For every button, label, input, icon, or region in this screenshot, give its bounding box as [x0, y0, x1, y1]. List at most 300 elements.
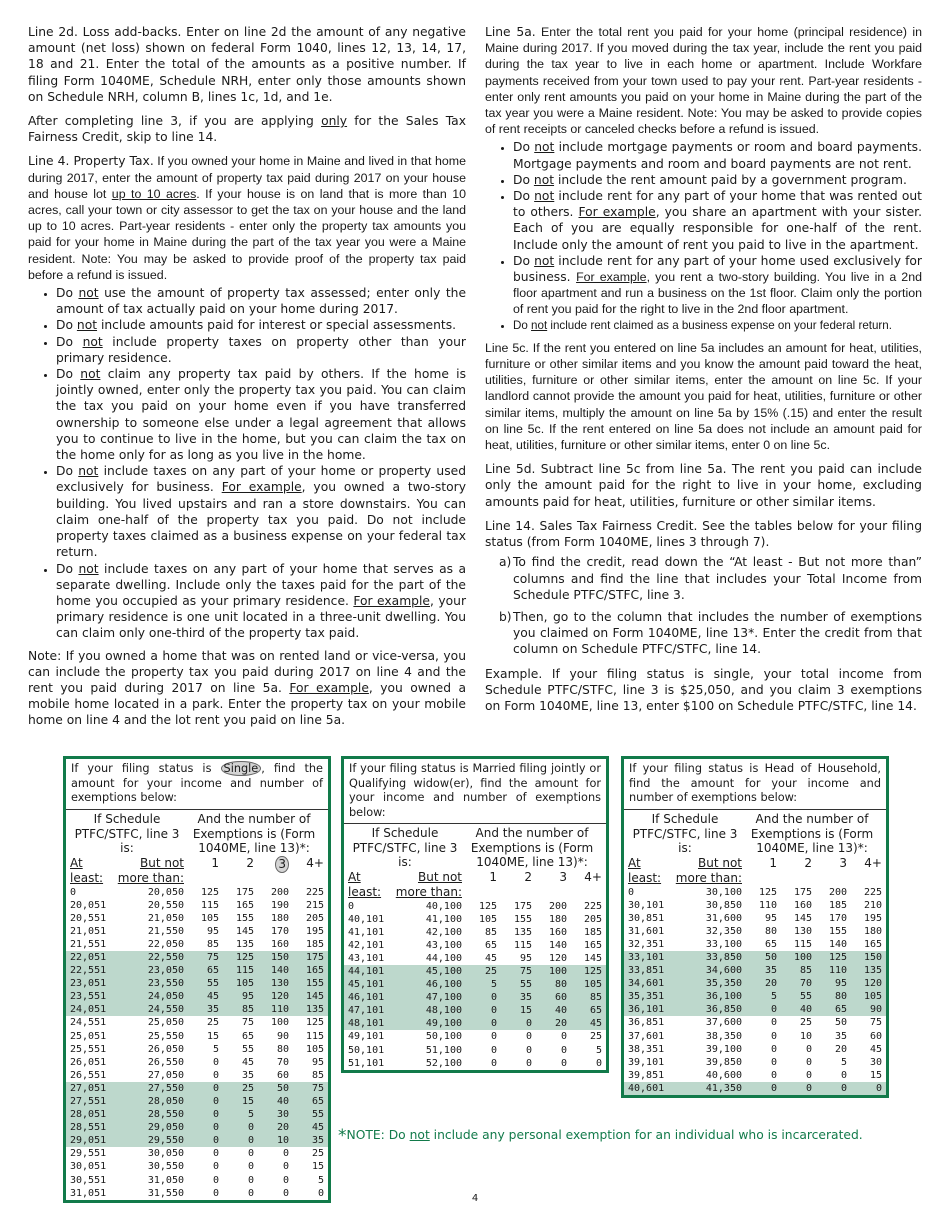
- column-header: [344, 824, 606, 870]
- list-item: [499, 554, 922, 603]
- exemption-1-cell: 80: [764, 925, 777, 937]
- not-more-cell: 50,100: [425, 1031, 462, 1043]
- table-row: [66, 1016, 328, 1029]
- not-more-cell: 45,100: [425, 965, 462, 977]
- exemption-4-cell: 60: [869, 1030, 882, 1042]
- emphasis: not: [78, 561, 99, 576]
- exemption-4-cell: 75: [869, 1017, 882, 1029]
- table-row: [624, 938, 886, 951]
- exemption-2-cell: 0: [247, 1122, 254, 1134]
- emphasis: up to 10 acres: [111, 186, 197, 201]
- table-row: [344, 1044, 606, 1057]
- line-5a-heading: Line 5a.: [485, 25, 536, 39]
- text: , you owned a two-story building. You lived upstairs and ran a store downstairs. You can claim one-half of the property tax you paid. Do not include property taxes claimed as a business expense on your federal tax return.: [56, 480, 466, 560]
- exemption-1-cell: 0: [490, 1057, 497, 1069]
- at-least-label: At least:: [348, 869, 382, 899]
- not-more-cell: 51,100: [425, 1044, 462, 1056]
- emphasis: For example: [289, 680, 369, 695]
- exemption-2-cell: 175: [793, 886, 812, 898]
- not-more-cell: 41,100: [425, 913, 462, 925]
- exemption-2-cell: 0: [525, 1057, 532, 1069]
- exemption-3-cell: 140: [270, 965, 289, 977]
- text: See the tables below for your filing status (from Form 1040ME, lines 3 through 7).: [485, 518, 923, 550]
- at-least-cell: 22,051: [70, 951, 107, 963]
- exemption-1-cell: 85: [484, 926, 497, 938]
- exemption-3-cell: 80: [554, 979, 567, 991]
- not-more-label: But not more than:: [395, 869, 462, 899]
- hoh-table-heading: If your filing status is Head of Household, find the amount for your income and number of exemptions below:: [624, 759, 886, 810]
- at-least-cell: 49,101: [348, 1031, 385, 1043]
- exemption-1-cell: 35: [764, 965, 777, 977]
- exemption-2-cell: 175: [235, 886, 254, 898]
- exemption-4-cell: 65: [589, 1005, 602, 1017]
- exemption-2-cell: 0: [525, 1044, 532, 1056]
- text: . If your house is on land that is more than 10 acres, call your town or city assessor to get the tax on your house and the land up to 10 acres. Part-year residents - enter only the property tax amounts you paid for your home in Maine during the part of the tax year you were a Maine resident. Note: You may be asked to provide proof of the property tax paid before a refund is issued.: [28, 186, 466, 282]
- text: Do: [56, 561, 79, 576]
- at-least-cell: 43,101: [348, 952, 385, 964]
- exemption-3-cell: 0: [560, 1044, 567, 1056]
- exemption-1-cell: 0: [212, 1148, 219, 1160]
- not-more-cell: 30,100: [705, 886, 742, 898]
- not-more-cell: 27,050: [147, 1069, 184, 1081]
- exemption-4-cell: 85: [311, 1069, 324, 1081]
- after-line-3-paragraph: [28, 113, 466, 145]
- table-row: [624, 1056, 886, 1069]
- text: include the rent amount paid by a government program.: [554, 172, 907, 187]
- not-more-label: But not more than:: [675, 855, 742, 885]
- list-item: [513, 188, 922, 253]
- line-4-heading: Line 4. Property Tax.: [28, 154, 154, 169]
- exemption-3-cell: 160: [548, 926, 567, 938]
- exemption-1-cell: 125: [758, 886, 777, 898]
- table-row: [344, 965, 606, 978]
- exemption-2-cell: 130: [793, 925, 812, 937]
- exemption-3-cell: 110: [828, 965, 847, 977]
- exemption-4-cell: 125: [305, 1017, 324, 1029]
- subheader-row: [344, 870, 606, 900]
- at-least-cell: 31,051: [70, 1187, 107, 1199]
- exemption-1-cell: 65: [484, 939, 497, 951]
- at-least-cell: 38,351: [628, 1043, 665, 1055]
- exemption-1-cell: 125: [200, 886, 219, 898]
- exemption-1-cell: 5: [212, 1043, 219, 1055]
- exemption-3-cell: 200: [270, 886, 289, 898]
- exemption-4-cell: 135: [305, 1004, 324, 1016]
- exemption-4-cell: 0: [875, 1082, 882, 1094]
- list-item: [56, 561, 466, 642]
- text: use the amount of property tax assessed; enter only the amount of tax actually paid on your home during 2017.: [56, 286, 467, 317]
- at-least-cell: 39,851: [628, 1069, 665, 1081]
- emphasis: not: [76, 318, 98, 333]
- table-row: [344, 978, 606, 991]
- exemption-2-cell: 0: [525, 1018, 532, 1030]
- at-least-cell: 35,351: [628, 991, 665, 1003]
- emphasis: For example: [578, 205, 656, 220]
- text: include taxes on any part of your home that serves as a separate dwelling. Include only the taxes paid for the part of the home you occupied as your primary residence.: [56, 561, 467, 608]
- exemption-label: 4+: [584, 869, 602, 884]
- not-more-cell: 25,550: [147, 1030, 184, 1042]
- exemption-4-cell: 185: [583, 926, 602, 938]
- exemption-2-cell: 95: [519, 952, 532, 964]
- text: Do: [56, 318, 77, 333]
- exemption-label: 1: [489, 869, 497, 884]
- at-least-cell: 20,051: [70, 899, 107, 911]
- text: NOTE: Do: [346, 1128, 410, 1142]
- table-row: [624, 925, 886, 938]
- not-more-cell: 31,600: [705, 912, 742, 924]
- emphasis: not: [531, 318, 548, 332]
- exemption-3-cell: 130: [270, 978, 289, 990]
- exemption-3-cell: 100: [270, 1017, 289, 1029]
- at-least-cell: 51,101: [348, 1057, 385, 1069]
- exemption-1-cell: 0: [212, 1069, 219, 1081]
- table-row: [624, 1030, 886, 1043]
- exemption-2-cell: 70: [799, 978, 812, 990]
- at-least-cell: 31,601: [628, 925, 665, 937]
- not-more-cell: 33,100: [705, 938, 742, 950]
- exemption-4-cell: 0: [595, 1057, 602, 1069]
- line-5a-paragraph: [485, 24, 922, 137]
- not-more-cell: 36,100: [705, 991, 742, 1003]
- at-least-cell: 23,051: [70, 978, 107, 990]
- line-5d-paragraph: [485, 461, 922, 510]
- not-more-cell: 22,050: [147, 938, 184, 950]
- exemption-label: 3: [839, 855, 847, 870]
- emphasis: For example: [353, 593, 430, 608]
- at-least-cell: 40,601: [628, 1082, 665, 1094]
- exemption-1-cell: 0: [212, 1096, 219, 1107]
- text: If you owned your home in Maine and lived in that home during 2017, enter the amount of property tax paid during 2017 on your house and house lot: [28, 154, 466, 201]
- exemption-3-cell: 60: [554, 992, 567, 1004]
- exemption-4-cell: 195: [305, 925, 324, 937]
- table-row: [66, 1056, 328, 1069]
- exemption-3-cell: 90: [276, 1030, 289, 1042]
- exemption-1-cell: 75: [206, 951, 219, 963]
- exemption-2-cell: 125: [235, 951, 254, 963]
- exemption-3-cell: 200: [548, 900, 567, 912]
- exemption-3-cell: 170: [828, 912, 847, 924]
- exemption-2-cell: 175: [513, 900, 532, 912]
- exemption-3-cell: 120: [548, 952, 567, 964]
- exemption-4-cell: 150: [863, 951, 882, 963]
- exemption-2-cell: 135: [513, 926, 532, 938]
- text: , you share an apartment with your sister. Each of you are equally responsible for one-half of the rent. Include only the amount of rent you paid to live in the apartment.: [513, 205, 922, 252]
- text: Enter the total rent you paid for your home (principal residence) in Maine during 2017. If you moved during the tax year, include the rent you paid during the tax year to live in each home or apartment. Include Workfare payments received from your town used to pay your rent. Part-year residents - enter only rent amounts you paid on your home in Maine during the part of the tax year you were a Maine resident. Note: You may be asked to provide copies of rent receipts or canceled checks before a refund is issued.: [485, 25, 922, 137]
- exemption-2-cell: 65: [241, 1030, 254, 1042]
- at-least-cell: 50,101: [348, 1044, 385, 1056]
- text: Do: [513, 140, 535, 155]
- exemption-1-cell: 50: [764, 951, 777, 963]
- exemption-1-cell: 0: [490, 1031, 497, 1043]
- single-table-rows: [66, 886, 328, 1200]
- not-more-cell: 30,050: [147, 1148, 184, 1160]
- exemption-3-cell: 0: [282, 1174, 289, 1186]
- married-table: [341, 756, 609, 1073]
- text: Subtract line 5c from line 5a. The rent you paid can include only the amount paid for the right to live in your home, excluding amounts paid for heat, utilities, furniture or other similar items.: [485, 462, 922, 509]
- table-row: [66, 1069, 328, 1082]
- exemption-1-cell: 0: [770, 1082, 777, 1094]
- exemption-3-cell: 70: [276, 1056, 289, 1068]
- married-table-rows: [344, 900, 606, 1070]
- exemption-1-cell: 0: [490, 1018, 497, 1030]
- table-row: [344, 926, 606, 939]
- at-least-cell: 0: [70, 886, 77, 898]
- at-least-cell: 40,101: [348, 913, 385, 925]
- at-least-cell: 21,051: [70, 925, 107, 937]
- not-more-cell: 31,550: [147, 1187, 184, 1199]
- exemption-2-cell: 40: [799, 1004, 812, 1016]
- exemption-label: 4+: [306, 855, 324, 870]
- exemption-4-cell: 125: [583, 965, 602, 977]
- text: Do: [513, 318, 532, 332]
- exemption-4-cell: 0: [317, 1187, 324, 1199]
- emphasis: not: [534, 140, 555, 155]
- at-least-cell: 20,551: [70, 912, 107, 924]
- exemption-2-cell: 35: [241, 1069, 254, 1081]
- exemption-3-cell: 30: [276, 1109, 289, 1121]
- table-row: [66, 1147, 328, 1160]
- exemption-2-cell: 155: [513, 913, 532, 925]
- exemption-4-cell: 15: [311, 1161, 324, 1173]
- list-item: [56, 317, 466, 333]
- table-row: [624, 964, 886, 977]
- line-5d-heading: Line 5d.: [485, 462, 536, 477]
- at-least-cell: 25,051: [70, 1030, 107, 1042]
- exemption-1-cell: 45: [206, 991, 219, 1003]
- exemption-3-cell: 140: [828, 938, 847, 950]
- at-least-cell: 36,851: [628, 1017, 665, 1029]
- exemption-3-cell: 0: [560, 1031, 567, 1043]
- not-more-cell: 27,550: [147, 1082, 184, 1094]
- exemption-1-cell: 125: [478, 900, 497, 912]
- not-more-cell: 21,050: [147, 912, 184, 924]
- at-least-cell: 29,551: [70, 1148, 107, 1160]
- exemption-2-cell: 100: [793, 951, 812, 963]
- exemption-1-cell: 25: [206, 1017, 219, 1029]
- not-more-cell: 48,100: [425, 1005, 462, 1017]
- page-number: 4: [471, 1193, 479, 1204]
- exemption-4-cell: 105: [863, 991, 882, 1003]
- exemption-3-cell: 180: [548, 913, 567, 925]
- exemption-2-cell: 0: [805, 1082, 812, 1094]
- not-more-cell: 41,350: [705, 1082, 742, 1094]
- exemption-4-cell: 175: [305, 951, 324, 963]
- table-row: [66, 886, 328, 899]
- not-more-cell: 24,550: [147, 1004, 184, 1016]
- text: After completing line 3, if you are applying: [28, 114, 322, 129]
- at-least-cell: 42,101: [348, 939, 385, 951]
- exemption-1-cell: 5: [770, 991, 777, 1003]
- at-least-cell: 30,051: [70, 1161, 107, 1173]
- table-row: [66, 899, 328, 912]
- emphasis: For example: [576, 270, 647, 285]
- exemption-2-cell: 25: [799, 1017, 812, 1029]
- hoh-table: [621, 756, 889, 1098]
- exemption-3-cell: 160: [270, 938, 289, 950]
- exemption-2-cell: 145: [235, 925, 254, 937]
- exemption-2-cell: 55: [799, 991, 812, 1003]
- at-least-cell: 23,551: [70, 991, 107, 1003]
- exemption-4-cell: 195: [863, 912, 882, 924]
- not-more-cell: 21,550: [147, 925, 184, 937]
- table-row: [344, 900, 606, 913]
- exemption-1-cell: 5: [490, 979, 497, 991]
- text: include amounts paid for interest or special assessments.: [97, 318, 457, 333]
- list-item: [56, 463, 466, 560]
- table-row: [66, 1174, 328, 1187]
- exemption-2-cell: 55: [519, 979, 532, 991]
- not-more-cell: 24,050: [147, 991, 184, 1003]
- exemption-3-cell: 65: [834, 1004, 847, 1016]
- table-row: [66, 951, 328, 964]
- exemption-4-cell: 205: [305, 912, 324, 924]
- line-14-heading: Line 14. Sales Tax Fairness Credit.: [485, 518, 698, 533]
- table-row: [66, 1043, 328, 1056]
- exemption-2-cell: 105: [235, 978, 254, 990]
- single-table-heading: [66, 759, 328, 810]
- list-item: [56, 285, 466, 317]
- not-more-cell: 30,850: [705, 899, 742, 911]
- at-least-cell: 41,101: [348, 926, 385, 938]
- exemption-1-cell: 0: [212, 1174, 219, 1186]
- exemption-1-cell: 0: [212, 1082, 219, 1094]
- exemption-1-cell: 105: [478, 913, 497, 925]
- table-row: [66, 990, 328, 1003]
- exemption-4-cell: 25: [589, 1031, 602, 1043]
- hoh-table-rows: [624, 886, 886, 1096]
- exemption-4-cell: 55: [311, 1109, 324, 1121]
- exemption-3-cell: 125: [828, 951, 847, 963]
- not-more-cell: 46,100: [425, 979, 462, 991]
- exemption-1-cell: 0: [770, 1056, 777, 1068]
- exemption-3-cell: 185: [828, 899, 847, 911]
- exemption-4-cell: 145: [305, 991, 324, 1003]
- exemption-1-cell: 95: [206, 925, 219, 937]
- exemption-4-cell: 210: [863, 899, 882, 911]
- table-row: [66, 1160, 328, 1173]
- exemption-1-cell: 45: [484, 952, 497, 964]
- at-least-cell: 44,101: [348, 965, 385, 977]
- table-row: [66, 1121, 328, 1134]
- line-14-steps: [499, 554, 922, 657]
- line-2d-paragraph: [28, 24, 466, 105]
- subheader-row: [624, 856, 886, 886]
- exemption-2-cell: 10: [799, 1030, 812, 1042]
- exemption-1-cell: 0: [770, 1017, 777, 1029]
- table-row: [344, 1017, 606, 1030]
- exemption-4-cell: 65: [311, 1096, 324, 1107]
- at-least-label: At least:: [628, 855, 662, 885]
- not-more-cell: 40,100: [425, 900, 462, 912]
- exemption-1-cell: 0: [490, 1005, 497, 1017]
- exemption-2-cell: 0: [247, 1161, 254, 1173]
- text: Do: [56, 464, 79, 479]
- exemption-1-cell: 65: [764, 938, 777, 950]
- exemption-1-cell: 0: [770, 1069, 777, 1081]
- exemption-3-cell: 35: [834, 1030, 847, 1042]
- rent-bullets: [485, 139, 922, 333]
- exemption-4-cell: 165: [583, 939, 602, 951]
- table-row: [624, 1003, 886, 1016]
- exemption-4-cell: 35: [311, 1135, 324, 1147]
- at-least-cell: 32,351: [628, 938, 665, 950]
- income-column-label: If Schedule PTFC/STFC, line 3 is:: [352, 826, 458, 869]
- exemption-3-cell: 50: [834, 1017, 847, 1029]
- exemption-3-cell: 0: [282, 1187, 289, 1199]
- exemption-1-cell: 115: [200, 899, 219, 911]
- table-row: [66, 912, 328, 925]
- text: Then, go to the column that includes the number of exemptions you claimed on Form 1040ME, line 13*. Enter the credit from that column on Schedule PTFC/STFC, line 14.: [513, 609, 922, 657]
- text: include mortgage payments or room and board payments. Mortgage payments and room and board payments are not rent.: [513, 140, 923, 171]
- at-least-cell: 34,601: [628, 978, 665, 990]
- note-paragraph: [28, 648, 466, 729]
- exemption-1-cell: 0: [490, 1044, 497, 1056]
- exemption-2-cell: 85: [799, 965, 812, 977]
- table-row: [624, 977, 886, 990]
- not-more-cell: 44,100: [425, 952, 462, 964]
- at-least-cell: 48,101: [348, 1018, 385, 1030]
- property-tax-bullets: [28, 285, 466, 641]
- table-row: [66, 1108, 328, 1121]
- table-row: [624, 951, 886, 964]
- exemption-2-cell: 0: [247, 1174, 254, 1186]
- right-column: [485, 24, 922, 722]
- at-least-cell: 24,551: [70, 1017, 107, 1029]
- exemption-label: 4+: [864, 855, 882, 870]
- exemptions-column-label: And the number of Exemptions is (Form 1040ME, line 13)*:: [470, 826, 594, 869]
- not-more-cell: 33,850: [705, 951, 742, 963]
- exemption-1-cell: 0: [212, 1161, 219, 1173]
- exemption-label: 1: [769, 855, 777, 870]
- exemption-3-cell: 0: [282, 1148, 289, 1160]
- exemption-3-cell: 20: [554, 1018, 567, 1030]
- at-least-cell: 39,101: [628, 1056, 665, 1068]
- exemption-4-cell: 85: [589, 992, 602, 1004]
- exemption-3-cell: 0: [560, 1057, 567, 1069]
- exemption-2-cell: 15: [241, 1096, 254, 1107]
- table-row: [66, 977, 328, 990]
- exemption-label: 2: [246, 855, 254, 870]
- not-more-cell: 36,850: [705, 1004, 742, 1016]
- not-more-cell: 29,050: [147, 1122, 184, 1134]
- at-least-cell: 46,101: [348, 992, 385, 1004]
- not-more-cell: 26,050: [147, 1043, 184, 1055]
- emphasis: not: [409, 1128, 430, 1142]
- exemption-3-cell: 40: [276, 1096, 289, 1107]
- step-marker: b): [499, 609, 512, 624]
- text: Do: [513, 189, 535, 204]
- at-least-cell: 30,101: [628, 899, 665, 911]
- table-row: [624, 899, 886, 912]
- text: Do: [56, 334, 83, 349]
- exemption-4-cell: 5: [317, 1174, 324, 1186]
- at-least-cell: 37,601: [628, 1030, 665, 1042]
- at-least-cell: 0: [628, 886, 635, 898]
- exemption-1-cell: 20: [764, 978, 777, 990]
- emphasis: not: [78, 464, 99, 479]
- table-row: [344, 952, 606, 965]
- table-row: [344, 1057, 606, 1070]
- line-2d-heading: Line 2d. Loss add-backs.: [28, 25, 182, 39]
- asterisk: *: [338, 1126, 347, 1146]
- married-table-heading: If your filing status is Married filing jointly or Qualifying widow(er), find the amount for your income and number of exemptions below:: [344, 759, 606, 824]
- not-more-cell: 31,050: [147, 1174, 184, 1186]
- income-column-label: If Schedule PTFC/STFC, line 3 is:: [632, 812, 738, 855]
- line-14-paragraph: [485, 518, 922, 550]
- text: include rent claimed as a business expense on your federal return.: [547, 318, 892, 332]
- table-row: [624, 1043, 886, 1056]
- exemption-2-cell: 75: [241, 1017, 254, 1029]
